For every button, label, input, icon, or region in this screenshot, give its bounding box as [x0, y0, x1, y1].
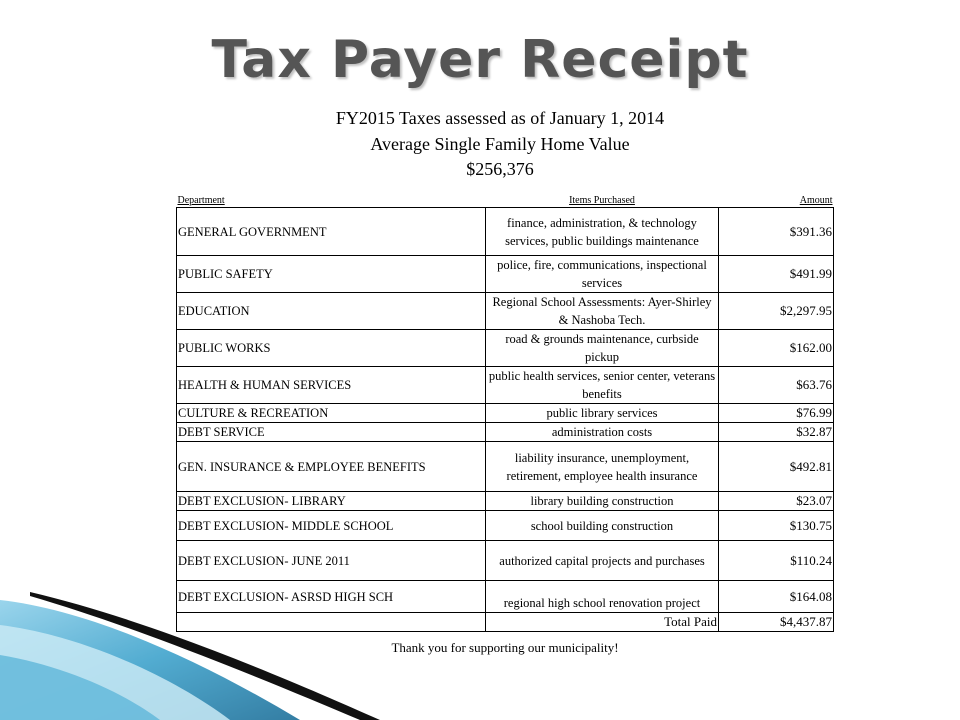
items-cell: library building construction — [486, 492, 719, 511]
table-row — [177, 581, 834, 613]
items-cell: road & grounds maintenance, curbside pickup — [486, 330, 719, 367]
items-cell: school building construction — [486, 511, 719, 541]
amount-cell: $110.24 — [719, 541, 834, 581]
header-department: Department — [177, 193, 486, 208]
table-row — [177, 442, 834, 492]
amount-cell: $2,297.95 — [719, 293, 834, 330]
amount-cell: $23.07 — [719, 492, 834, 511]
table-row — [177, 208, 834, 256]
department-cell: CULTURE & RECREATION — [177, 404, 486, 423]
amount-cell: $32.87 — [719, 423, 834, 442]
items-cell: public health services, senior center, veterans benefits — [486, 367, 719, 404]
thank-you-note: Thank you for supporting our municipality! — [391, 640, 619, 655]
department-cell: DEBT EXCLUSION- ASRSD HIGH SCH — [177, 581, 486, 613]
amount-cell: $491.99 — [719, 256, 834, 293]
total-amount: $4,437.87 — [719, 613, 834, 632]
header-amount: Amount — [719, 193, 834, 208]
department-cell: DEBT SERVICE — [177, 423, 486, 442]
table-row — [177, 367, 834, 404]
subtitle-home-value: $256,376 — [466, 159, 534, 179]
department-cell: PUBLIC SAFETY — [177, 256, 486, 293]
total-spacer-cell — [177, 613, 486, 632]
department-cell: HEALTH & HUMAN SERVICES — [177, 367, 486, 404]
table-row — [177, 511, 834, 541]
items-cell: public library services — [486, 404, 719, 423]
department-cell: GENERAL GOVERNMENT — [177, 208, 486, 256]
total-row — [177, 613, 834, 632]
department-cell: DEBT EXCLUSION- JUNE 2011 — [177, 541, 486, 581]
table-row — [177, 256, 834, 293]
amount-cell: $391.36 — [719, 208, 834, 256]
page-title: Tax Payer Receipt — [211, 30, 749, 90]
table-row — [177, 541, 834, 581]
table-row — [177, 423, 834, 442]
items-cell: regional high school renovation project — [486, 581, 719, 613]
items-cell: liability insurance, unemployment, retirement, employee health insurance — [486, 442, 719, 492]
department-cell: DEBT EXCLUSION- MIDDLE SCHOOL — [177, 511, 486, 541]
department-cell: EDUCATION — [177, 293, 486, 330]
department-cell: PUBLIC WORKS — [177, 330, 486, 367]
table-header-row — [177, 193, 834, 208]
amount-cell: $164.08 — [719, 581, 834, 613]
amount-cell: $63.76 — [719, 367, 834, 404]
table-row — [177, 330, 834, 367]
department-cell: DEBT EXCLUSION- LIBRARY — [177, 492, 486, 511]
subtitle-home-value-label: Average Single Family Home Value — [370, 134, 630, 154]
table-row — [177, 293, 834, 330]
department-cell: GEN. INSURANCE & EMPLOYEE BENEFITS — [177, 442, 486, 492]
table-row — [177, 404, 834, 423]
items-cell: Regional School Assessments: Ayer-Shirley & Nashoba Tech. — [486, 293, 719, 330]
items-cell: police, fire, communications, inspectional services — [486, 256, 719, 293]
amount-cell: $492.81 — [719, 442, 834, 492]
amount-cell: $130.75 — [719, 511, 834, 541]
amount-cell: $76.99 — [719, 404, 834, 423]
items-cell: authorized capital projects and purchases — [486, 541, 719, 581]
amount-cell: $162.00 — [719, 330, 834, 367]
items-cell: finance, administration, & technology services, public buildings maintenance — [486, 208, 719, 256]
total-label: Total Paid — [486, 613, 719, 632]
items-cell: administration costs — [486, 423, 719, 442]
receipt-table — [176, 193, 834, 632]
subtitle-fiscal-year: FY2015 Taxes assessed as of January 1, 2014 — [335, 108, 665, 128]
header-items: Items Purchased — [486, 193, 719, 208]
table-row — [177, 492, 834, 511]
